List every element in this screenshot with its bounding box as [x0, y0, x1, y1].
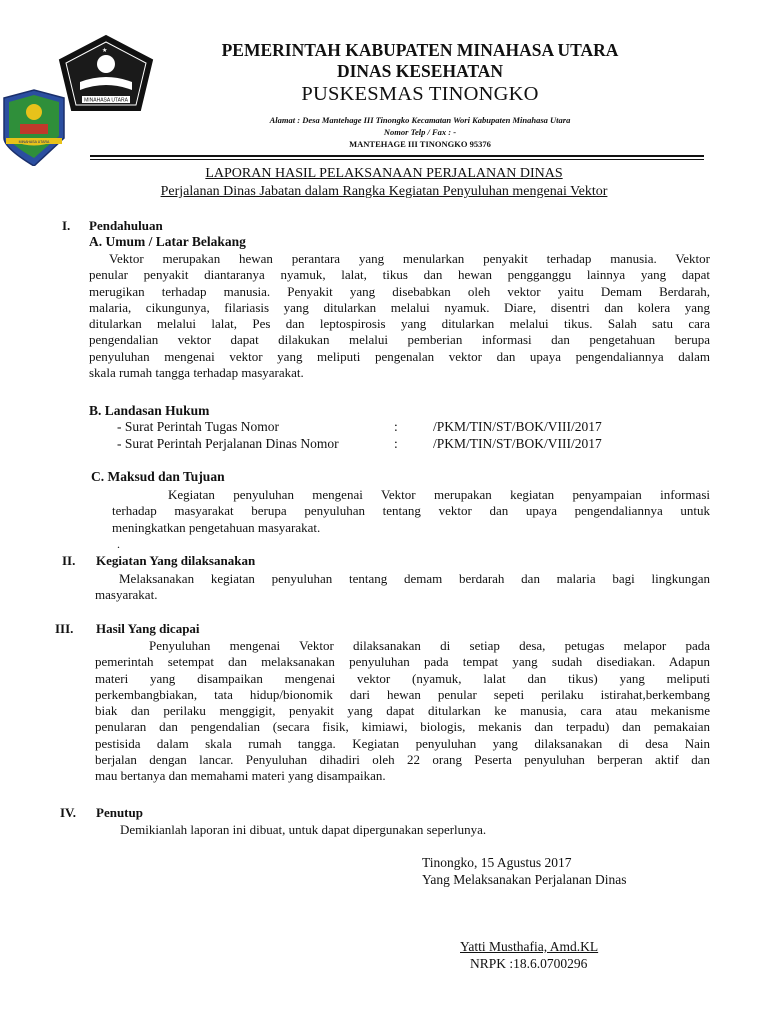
paragraph-line: meningkatkan pengetahuan masyarakat. [112, 519, 321, 535]
paragraph-line: pengendalian vektor dapat dilakukan melalui pemberian informasi dan pengetahuan berupa [89, 332, 710, 348]
paragraph-line: Penyuluhan mengenai Vektor dilaksanakan di setiap desa, petugas melapor pada [149, 638, 710, 653]
paragraph-line: perkembangbiakan, tata hidup/bionomik dari hewan penular sepeti perilaku istirahat,berkembang [95, 686, 710, 702]
section-2-number: II. [62, 553, 76, 568]
section-2-title: Kegiatan Yang dilaksanakan [96, 553, 256, 568]
paragraph-line: biak dan perilaku menggigit, penyakit yang dapat ditularkan ke manusia, cara atau mekanisme [95, 703, 710, 719]
paragraph-line: terhadap masyarakat berupa penyuluhan tentang vektor dan upaya pengendaliannya untuk [112, 503, 710, 519]
header-department: DINAS KESEHATAN [336, 61, 504, 81]
section-3-number: III. [55, 621, 74, 636]
paragraph-line: penularan dan pengendalian (secara fisik, kimiawi, biologis, mekanis dan terpadu) dan pemakaian [95, 719, 710, 735]
header-rule-thick [90, 155, 704, 157]
paragraph-line: materi yang disampaikan mengenai vektor (nyamuk, lalat dan tikus) yang meliputi [95, 670, 710, 686]
section-2-paragraph [95, 571, 710, 604]
paragraph-line: Kegiatan penyuluhan mengenai Vektor merupakan kegiatan penyampaian informasi [168, 487, 710, 502]
section-1c-title: C. Maksud dan Tujuan [91, 469, 225, 484]
paragraph-line: Melaksanakan kegiatan penyuluhan tentang demam berdarah dan malaria bagi lingkungan [119, 571, 710, 586]
closing-statement: Demikianlah laporan ini dibuat, untuk dapat dipergunakan seperlunya. [120, 822, 487, 837]
legal-item-1-value: /PKM/TIN/ST/BOK/VIII/2017 [433, 419, 602, 434]
paragraph-line: pemerintah setempat dan melaksanakan penyuluhan pada tempat yang sudah disediakan. Adapun [95, 654, 710, 670]
section-3-title: Hasil Yang dicapai [96, 621, 200, 636]
document-title: LAPORAN HASIL PELAKSANAAN PERJALANAN DINAS [205, 166, 563, 181]
paragraph-line: penular penyakit diantaranya nyamuk, lalat, tikus dan hewan pengganggu lainnya yang dapat [89, 267, 710, 283]
signature-place-date: Tinongko, 15 Agustus 2017 [422, 855, 572, 870]
signature-nrpk: NRPK :18.6.0700296 [470, 956, 588, 971]
section-4-number: IV. [60, 805, 77, 820]
legal-item-1-label: - Surat Perintah Tugas Nomor [117, 419, 279, 434]
header-phone: Nomor Telp / Fax : - [383, 127, 457, 137]
section-1b-title: B. Landasan Hukum [89, 403, 210, 418]
header-government: PEMERINTAH KABUPATEN MINAHASA UTARA [221, 40, 619, 60]
paragraph-line: berjalan dengan lancar. Penyuluhan dihadiri oleh 22 orang Peserta penyuluhan berperan aktif dan [95, 752, 710, 768]
section-1c-paragraph [112, 487, 710, 536]
paragraph-line: masyarakat. [95, 587, 158, 603]
section-1-number: I. [62, 218, 71, 233]
document-subtitle: Perjalanan Dinas Jabatan dalam Rangka Kegiatan Penyuluhan mengenai Vektor [160, 184, 608, 199]
logo-left-label: MINAHASA UTARA [18, 140, 50, 144]
paragraph-line: mau bertanya dan memahami materi yang disampaikan. [95, 768, 386, 784]
section-3-paragraph [95, 638, 710, 785]
paragraph-line: ditularkan melalui lalat, Pes dan leptospirosis yang ditularkan melalui tikus. Salah satu cara [89, 316, 710, 332]
section-1a-paragraph [89, 251, 710, 381]
paragraph-line: merugikan terhadap manusia. Penyakit yang disebabkan oleh vektor yaitu Demam Berdarah, [89, 283, 710, 299]
logo-center-label: MINAHASA UTARA [84, 97, 128, 104]
paragraph-line: pestisida dalam skala rumah tangga. Kegiatan penyuluhan yang dilaksanakan di desa Nain [95, 735, 710, 751]
paragraph-line: skala rumah tangga terhadap masyarakat. [89, 365, 304, 381]
legal-item-2-label: - Surat Perintah Perjalanan Dinas Nomor [117, 436, 339, 451]
header-rule-thin [90, 159, 704, 160]
header-puskesmas: PUSKESMAS TINONGKO [301, 83, 539, 105]
header-address: Alamat : Desa Mantehage III Tinongko Kecamatan Wori Kabupaten Minahasa Utara [269, 115, 571, 125]
regency-logo-center [58, 34, 154, 124]
signature-role: Yang Melaksanakan Perjalanan Dinas [422, 872, 627, 887]
paragraph-line: penyuluhan mengenai vektor yang meliputi pengenalan vektor dan upaya pengendaliannya dalam [89, 348, 710, 364]
section-1a-title: A. Umum / Latar Belakang [89, 234, 246, 249]
legal-item-2-colon: : [394, 436, 398, 451]
section-4-title: Penutup [96, 805, 143, 820]
svg-text:★: ★ [102, 48, 108, 54]
legal-item-2-value: /PKM/TIN/ST/BOK/VIII/2017 [433, 436, 602, 451]
paragraph-line: Vektor merupakan hewan perantara yang menularkan penyakit terhadap manusia. Vektor [109, 251, 710, 266]
stray-dot: . [117, 537, 120, 551]
signature-name: Yatti Musthafia, Amd.KL [460, 939, 599, 954]
paragraph-line: malaria, cikungunya, filariasis yang ditularkan melalui nyamuk. Diare, disentri dan kolera yang [89, 299, 710, 315]
header-postal: MANTEHAGE III TINONGKO 95376 [349, 139, 491, 149]
section-1-title: Pendahuluan [89, 218, 163, 233]
legal-item-1-colon: : [394, 419, 398, 434]
